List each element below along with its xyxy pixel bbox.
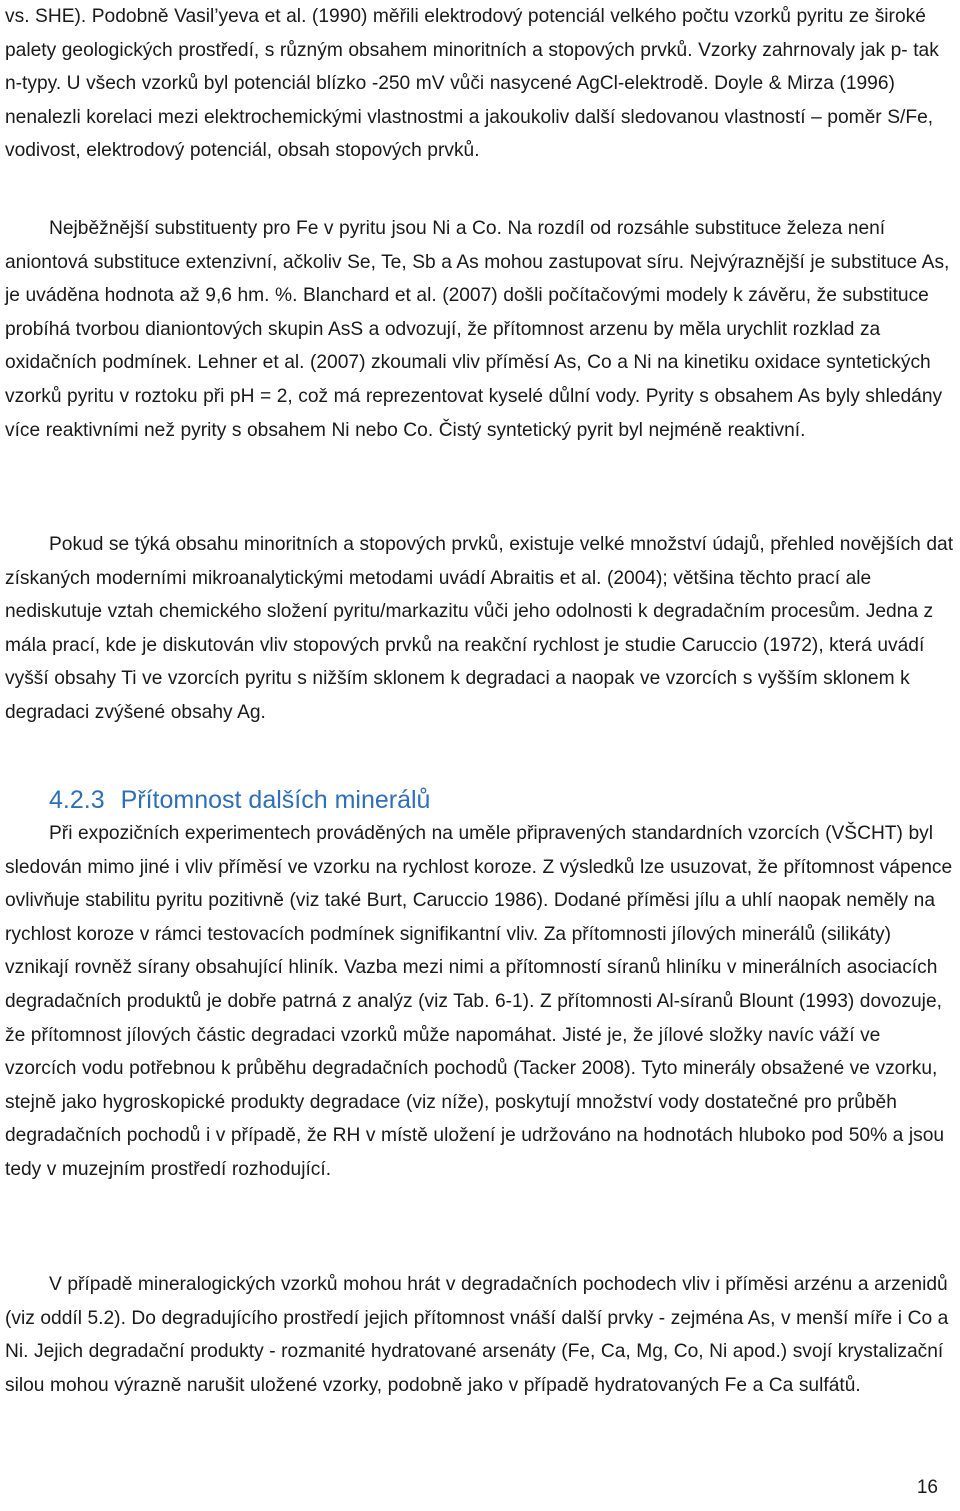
section-number: 4.2.3 bbox=[49, 786, 105, 814]
paragraph-substituents: Nejběžnější substituenty pro Fe v pyritu jsou Ni a Co. Na rozdíl od rozsáhle substituce železa není aniontová substituce extenzivní, ačkoliv Se, Te, Sb a As mohou zastupovat síru. Nejvýraznější je substituce As, je uváděna hodnota až 9,6 hm. %. Blanchard et al. (2007) došli počítačovými modely k závěru, že substituce probíhá tvorbou dianiontových skupin AsS a odvozují, že přítomnost arzenu by měla urychlit rozklad za oxidačních podmínek. Lehner et al. (2007) zkoumali vliv příměsí As, Co a Ni na kinetiku oxidace syntetických vzorků pyritu v roztoku při pH = 2, což má reprezentovat kyselé důlní vody. Pyrity s obsahem As byly shledány více reaktivními než pyrity s obsahem Ni nebo Co. Čistý syntetický pyrit byl nejméně reaktivní. bbox=[5, 218, 950, 441]
paragraph-trace-elements: Pokud se týká obsahu minoritních a stopových prvků, existuje velké množství údajů, přehled novějších dat získaných moderními mikroanalytickými metodami uvádí Abraitis et al. (2004); většina těchto prací ale nediskutuje vztah chemického složení pyritu/markazitu vůči jeho odolnosti k degradačním procesům. Jedna z mála prací, kde je diskutován vliv stopových prvků na reakční rychlost je studie Caruccio (1972), která uvádí vyšší obsahy Ti ve vzorcích pyritu s nižším sklonem k degradaci a naopak ve vzorcích s vyšším sklonem k degradaci zvýšené obsahy Ag. bbox=[5, 534, 954, 723]
section-title: Přítomnost dalších minerálů bbox=[120, 786, 431, 814]
section-heading bbox=[49, 780, 430, 820]
paragraph-exposure-experiments: Při expozičních experimentech prováděných na uměle připravených standardních vzorcích (VŠCHT) byl sledován mimo jiné i vliv příměsí ve vzorku na rychlost koroze. Z výsledků lze usuzovat, že přítomnost vápence ovlivňuje stabilitu pyritu pozitivně (viz také Burt, Caruccio 1986). Dodané příměsi jílu a uhlí naopak neměly na rychlost koroze v rámci testovacích podmínek signifikantní vliv. Za přítomnosti jílových minerálů (silikáty) vznikají rovněž sírany obsahující hliník. Vazba mezi nimi a přítomností síranů hliníku v minerálních asociacích degradačních produktů je dobře patrná z analýz (viz Tab. 6-1). Z přítomnosti Al-síranů Blount (1993) dovozuje, že přítomnost jílových částic degradaci vzorků může napomáhat. Jisté je, že jílové složky navíc váží ve vzorcích vodu potřebnou k průběhu degradačních pochodů (Tacker 2008). Tyto minerály obsažené ve vzorku, stejně jako hygroskopické produkty degradace (viz níže), poskytují množství vody dostatečné pro průběh degradačních pochodů i v případě, že RH v místě uložení je udržováno na hodnotách hluboko pod 50% a jsou tedy v muzejním prostředí rozhodující. bbox=[5, 823, 953, 1180]
paragraph-electrode-potential: vs. SHE). Podobně Vasil’yeva et al. (1990) měřili elektrodový potenciál velkého počtu vzorků pyritu ze široké palety geologických prostředí, s různým obsahem minoritních a stopových prvků. Vzorky zahrnovaly jak p- tak n-typy. U všech vzorků byl potenciál blízko -250 mV vůči nasycené AgCl-elektrodě. Doyle & Mirza (1996) nenalezli korelaci mezi elektrochemickými vlastnostmi a jakoukoliv další sledovanou vlastností – poměr S/Fe, vodivost, elektrodový potenciál, obsah stopových prvků. bbox=[5, 6, 939, 162]
paragraph-arsenic-admixtures: V případě mineralogických vzorků mohou hrát v degradačních pochodech vliv i příměsi arzénu a arzenidů (viz oddíl 5.2). Do degradujícího prostředí jejich přítomnost vnáší další prvky - zejména As, v menší míře i Co a Ni. Jejich degradační produkty - rozmanité hydratované arsenáty (Fe, Ca, Mg, Co, Ni apod.) svojí krystalizační silou mohou výrazně narušit uložené vzorky, podobně jako v případě hydratovaných Fe a Ca sulfátů. bbox=[5, 1274, 949, 1396]
page-number: 16 bbox=[916, 1477, 938, 1498]
